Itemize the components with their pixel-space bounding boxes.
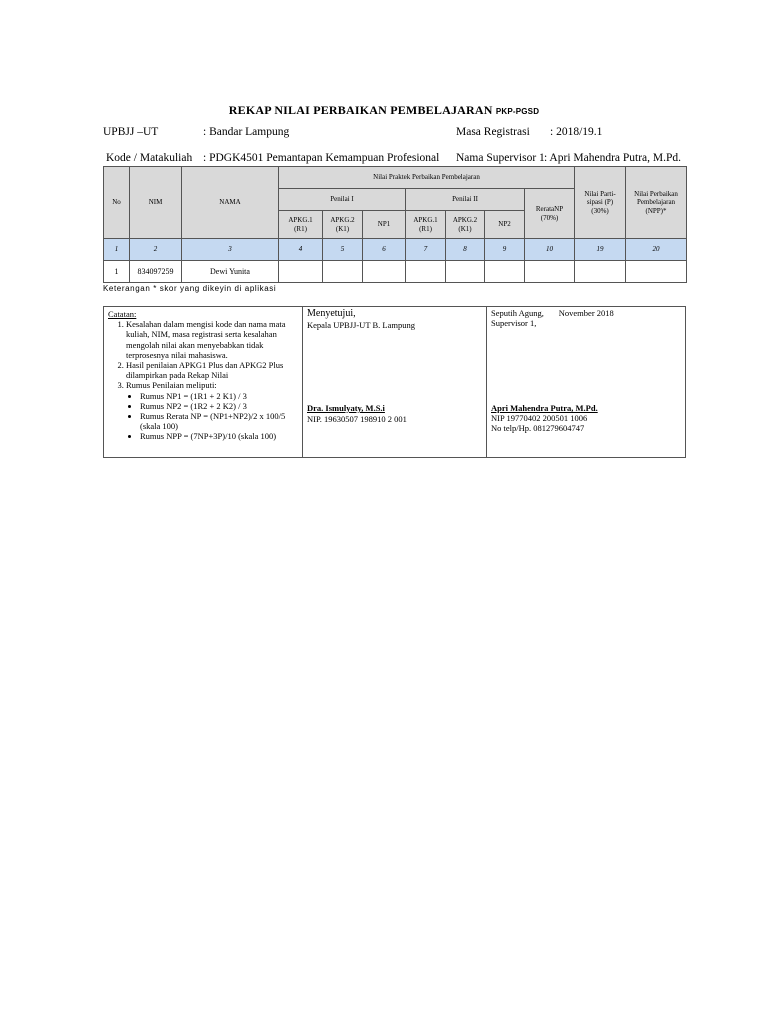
index-cell: 6: [363, 239, 406, 261]
apkg1-p1-sub: (R1): [294, 224, 307, 233]
kode-matakuliah-value: : PDGK4501 Pemantapan Kemampuan Profesional: [203, 152, 440, 164]
row-cell-rerata: [525, 261, 575, 283]
header-apkg1-p2: [406, 211, 446, 239]
formula-item: • Rumus NPP = (7NP+3P)/10 (skala 100): [140, 431, 298, 441]
header-apkg1-p1: [279, 211, 323, 239]
row-cell-npp: [626, 261, 687, 283]
formula-item: • Rumus NP2 = (1R2 + 2 K2) / 3: [140, 401, 298, 411]
header-np2: NP2: [485, 211, 525, 239]
row-cell-np2: [485, 261, 525, 283]
apkg1-p1-label: APKG.1: [288, 216, 313, 225]
header-rerata-np: [525, 189, 575, 239]
apkg2-p2-sub: (K1): [458, 224, 472, 233]
header-apkg2-p2: [446, 211, 485, 239]
formula-item: • Rumus NP1 = (1R1 + 2 K1) / 3: [140, 391, 298, 401]
index-cell: 3: [182, 239, 279, 261]
formula-list: [126, 391, 298, 442]
index-cell: 7: [406, 239, 446, 261]
upbjj-label: UPBJJ –UT: [103, 126, 159, 138]
apkg1-p2-sub: (R1): [419, 224, 432, 233]
formula-item: • Rumus Rerata NP = (NP1+NP2)/2 x 100/5 (skala 100): [140, 411, 298, 431]
upbjj-value: : Bandar Lampung: [203, 126, 290, 138]
row-nim: 834097259: [130, 261, 182, 283]
supervisor-column: [487, 307, 685, 457]
title-suffix: PKP-PGSD: [495, 107, 540, 116]
index-cell: 4: [279, 239, 323, 261]
supervisor-nip: NIP 19770402 200501 1006: [491, 413, 588, 423]
npp-line-1: Nilai Perbaikan: [634, 190, 678, 199]
partisipasi-line-1: Nilai Parti-: [584, 190, 616, 199]
kepala-nip: NIP. 19630507 198910 2 001: [307, 414, 407, 424]
row-cell-apkg1-p2: [406, 261, 446, 283]
place-date: Seputih Agung, November 2018: [491, 308, 614, 318]
header-apkg2-p1: [323, 211, 363, 239]
index-cell: 5: [323, 239, 363, 261]
npp-line-3: (NPP)*: [645, 206, 667, 215]
table-row: [104, 261, 687, 283]
partisipasi-line-3: (30%): [591, 206, 609, 215]
header-partisipasi: [575, 167, 626, 239]
catatan-item: [126, 380, 298, 441]
supervisor-name: Apri Mahendra Putra, M.Pd.: [491, 403, 598, 413]
rerata-line-1: RerataNP: [535, 205, 564, 214]
supervisor-phone: No telp/Hp. 081279604747: [491, 423, 585, 433]
kepala-title: Kepala UPBJJ-UT B. Lampung: [307, 320, 415, 330]
partisipasi-line-2: sipasi (P): [586, 198, 614, 207]
header-nim: NIM: [130, 167, 182, 239]
row-nama: Dewi Yunita: [182, 261, 279, 283]
supervisor-label: Nama Supervisor 1: [456, 152, 545, 164]
document-title: [0, 103, 768, 118]
catatan-item: 1. Kesalahan dalam mengisi kode dan nama mata kuliah, NIM, masa registrasi serta kesalahan mengolah nilai akan menyebabkan tidak terprosesnya nilai mahasiswa.: [126, 319, 298, 360]
index-cell: 9: [485, 239, 525, 261]
keterangan-note: Keterangan * skor yang dikeyin di aplikasi: [103, 284, 277, 293]
index-cell: 2: [130, 239, 182, 261]
index-cell: 20: [626, 239, 687, 261]
header-penilai-1: Penilai I: [279, 189, 406, 211]
apkg1-p2-label: APKG.1: [413, 216, 438, 225]
catatan-column: [104, 307, 303, 457]
kode-matakuliah-label: Kode / Matakuliah: [106, 152, 193, 164]
supervisor-role: Supervisor 1,: [491, 318, 537, 329]
index-cell: 1: [104, 239, 130, 261]
rerata-line-2: (70%): [540, 213, 559, 222]
catatan-item-text: Rumus Penilaian meliputi:: [126, 380, 217, 391]
apkg2-p1-sub: (K1): [335, 224, 350, 233]
masa-registrasi-label: Masa Registrasi: [456, 126, 530, 138]
header-no: No: [104, 167, 130, 239]
supervisor-value: : Apri Mahendra Putra, M.Pd.: [544, 152, 682, 164]
row-cell-apkg2-p1: [323, 261, 363, 283]
catatan-list: [108, 319, 298, 441]
header-nilai-praktek: Nilai Praktek Perbaikan Pembelajaran: [279, 167, 575, 189]
index-cell: 8: [446, 239, 485, 261]
masa-registrasi-value: : 2018/19.1: [550, 126, 603, 138]
approval-column: [303, 307, 487, 457]
npp-line-2: Pembelajaran: [636, 198, 676, 207]
row-cell-apkg2-p2: [446, 261, 485, 283]
menyetujui-text: Menyetujui,: [307, 308, 356, 319]
header-npp: [626, 167, 687, 239]
index-cell: 10: [525, 239, 575, 261]
apkg2-p2-label: APKG.2: [452, 216, 478, 225]
row-cell-apkg1-p1: [279, 261, 323, 283]
column-index-row: [104, 239, 687, 261]
title-main: REKAP NILAI PERBAIKAN PEMBELAJARAN: [228, 103, 493, 117]
row-cell-np1: [363, 261, 406, 283]
header-nama: NAMA: [182, 167, 279, 239]
catatan-heading: Catatan:: [108, 309, 137, 319]
apkg2-p1-label: APKG.2: [330, 216, 355, 225]
signature-box: [103, 306, 686, 458]
row-cell-partisipasi: [575, 261, 626, 283]
row-no: 1: [104, 261, 130, 283]
header-np1: NP1: [363, 211, 406, 239]
nilai-table: [103, 166, 687, 283]
catatan-item: 2. Hasil penilaian APKG1 Plus dan APKG2 Plus dilampirkan pada Rekap Nilai: [126, 360, 298, 380]
header-penilai-2: Penilai II: [406, 189, 525, 211]
kepala-name: Dra. Ismulyaty, M.S.i: [307, 403, 385, 413]
index-cell: 19: [575, 239, 626, 261]
